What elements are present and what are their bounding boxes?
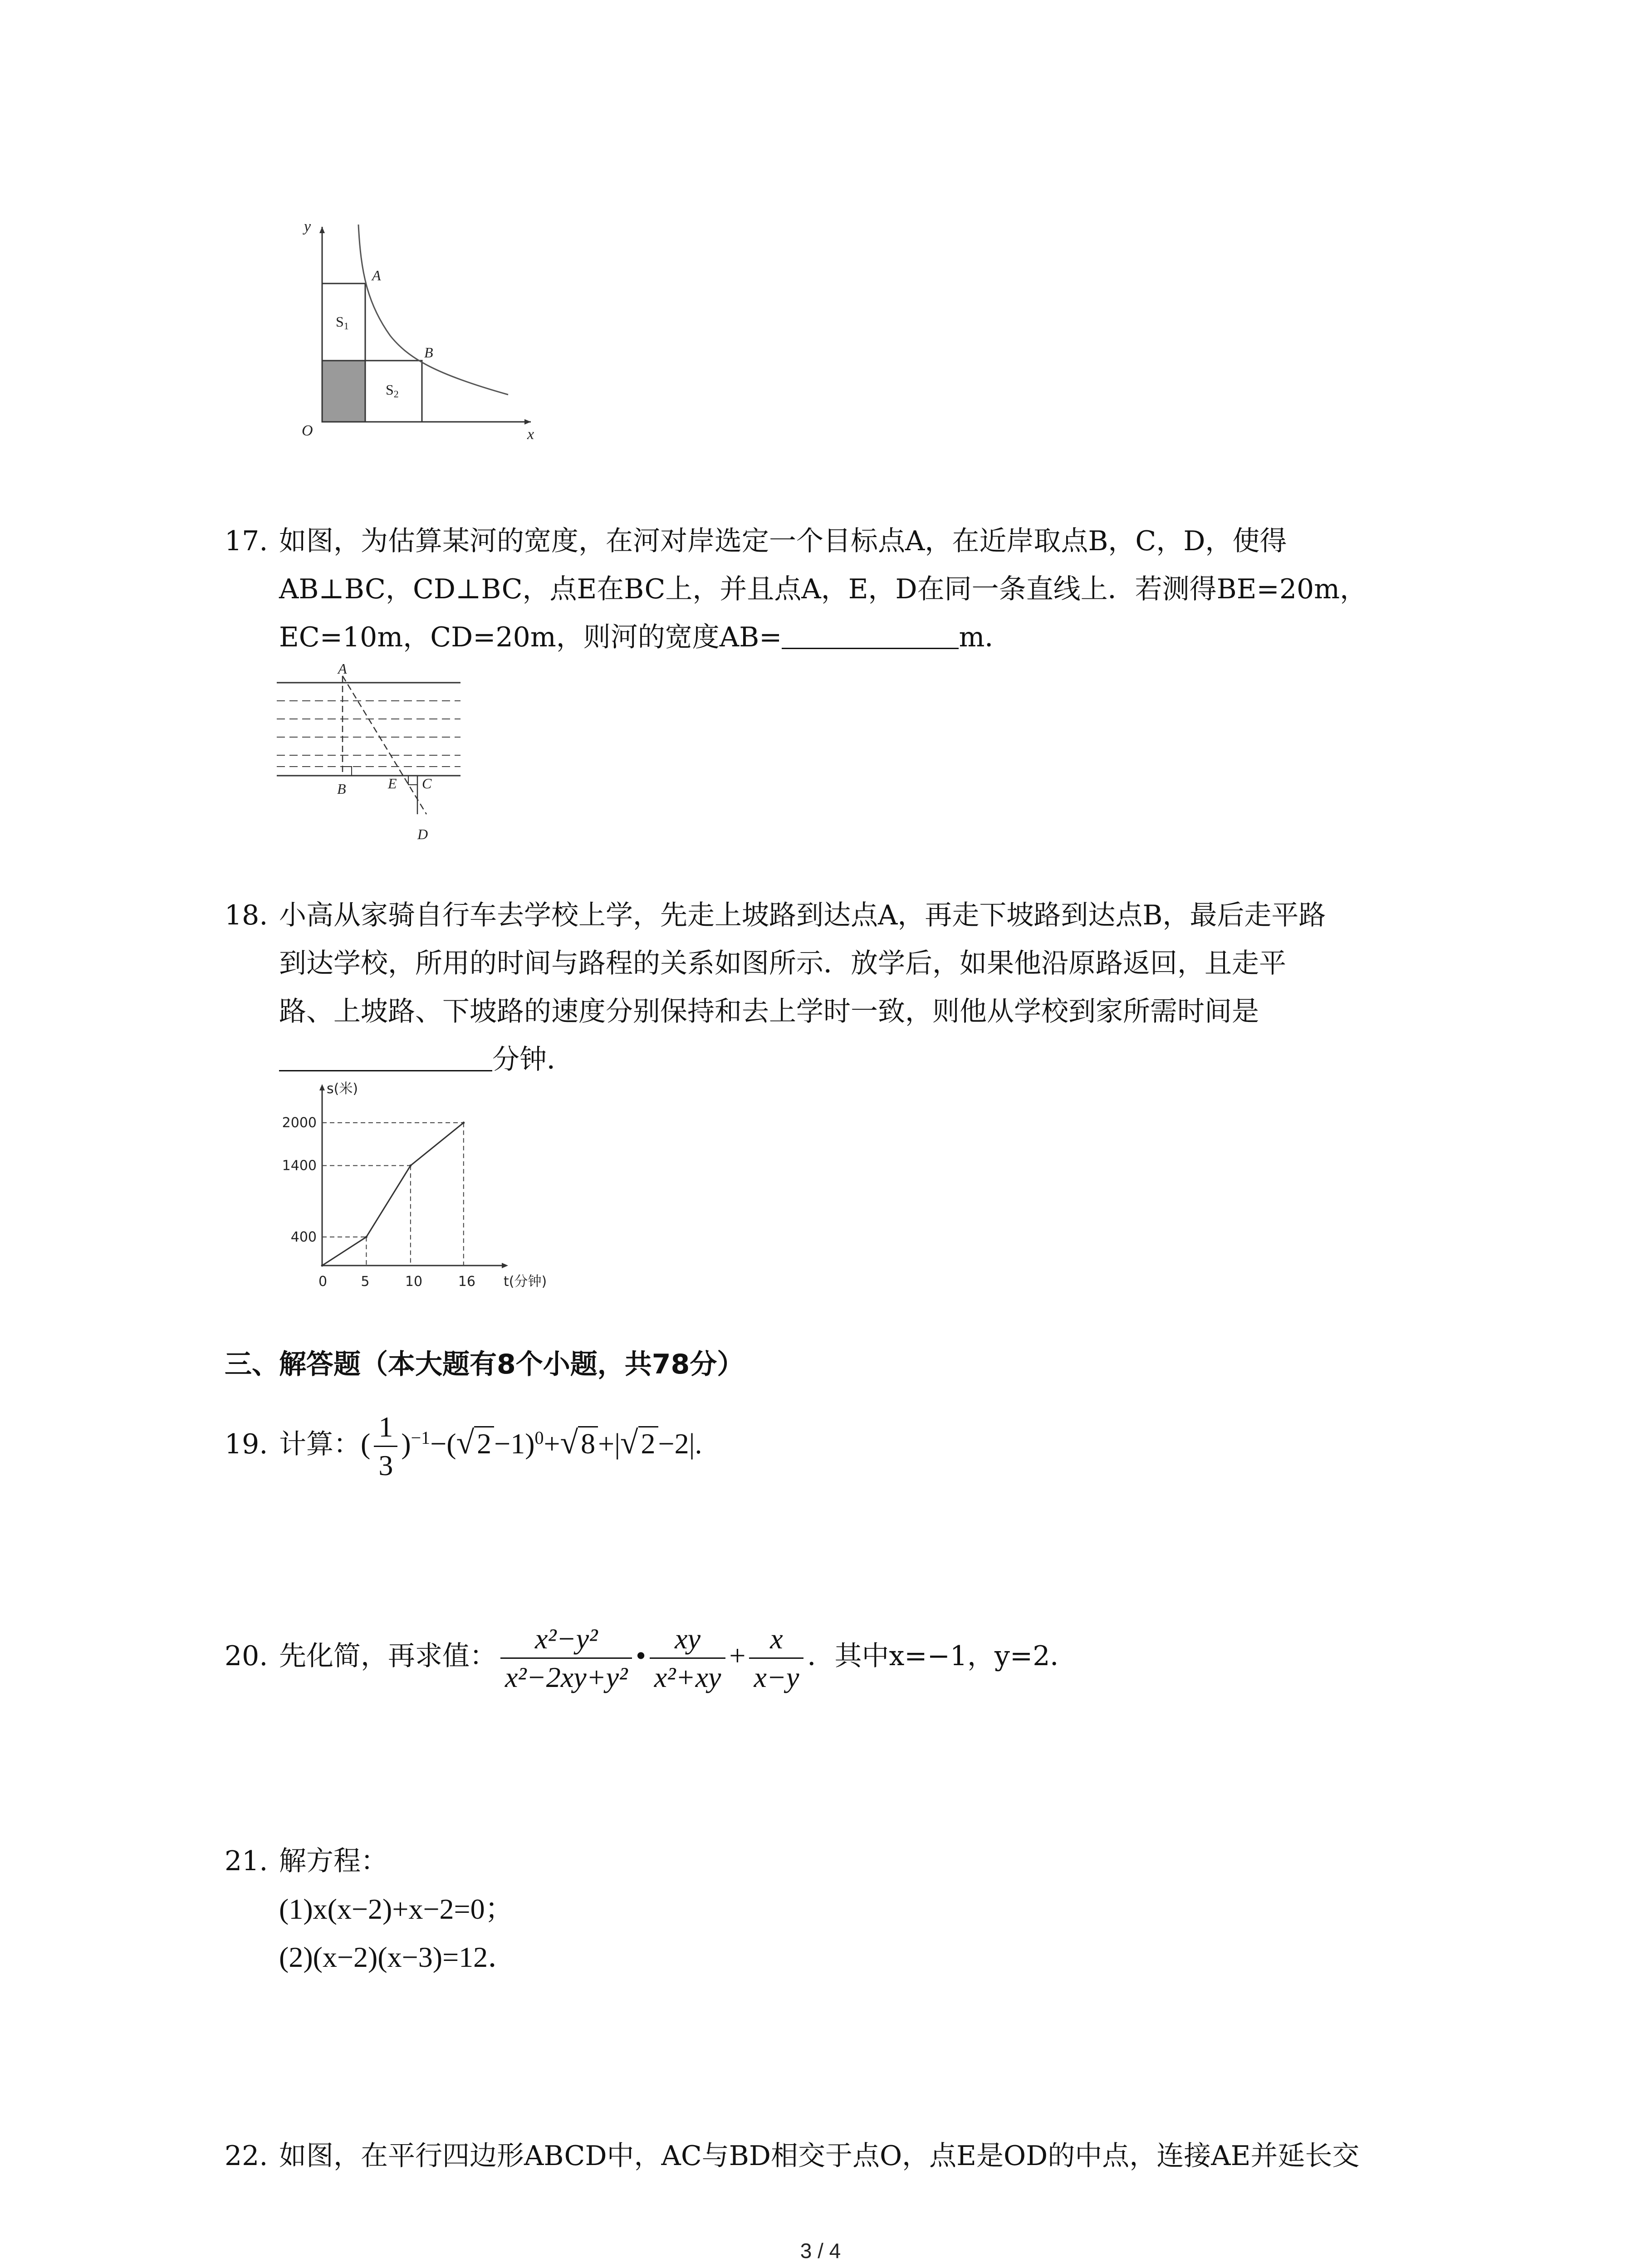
- question-17-unit: m．: [959, 621, 1012, 653]
- shaded-rectangle: [322, 361, 365, 422]
- hyperbola-curve: [358, 225, 508, 395]
- question-18-line-2: 到达学校，所用的时间与路程的关系如图所示．放学后，如果他沿原路返回，且走平: [279, 948, 1286, 979]
- hyperbola-figure: [272, 213, 554, 449]
- question-number: 17.: [225, 525, 268, 557]
- point-a-label: A: [372, 267, 381, 284]
- question-18-line-3: 路、上坡路、下坡路的速度分别保持和去上学时一致，则他从学校到家所需时间是: [279, 996, 1259, 1027]
- data-point-3: [462, 1122, 465, 1124]
- data-point-2: [409, 1164, 411, 1167]
- question-22-line-1: 如图，在平行四边形ABCD中，AC与BD相交于点O，点E是OD的中点，连接AE并延长交: [279, 2140, 1360, 2172]
- answer-blank[interactable]: [782, 621, 959, 649]
- point-d-label: D: [417, 826, 428, 842]
- equation-1: (1)x(x−2)+x−2=0；: [279, 1893, 514, 1925]
- x-tick-5: 5: [361, 1274, 370, 1290]
- question-20-label: 先化简，再求值：: [279, 1640, 497, 1672]
- question-number: 22.: [225, 2140, 268, 2172]
- s2-label: S2: [386, 381, 399, 400]
- question-21-label: 解方程：: [279, 1845, 388, 1877]
- x-axis-label: x: [527, 426, 534, 443]
- point-b-label: B: [337, 781, 346, 797]
- point-c-label: C: [422, 775, 432, 792]
- question-22: [225, 2132, 1359, 2180]
- fraction-one-third: $\frac{1}{3}$: [374, 1408, 397, 1484]
- fraction-3: $\frac{x}{x-y}$: [749, 1620, 803, 1696]
- river-figure: [272, 658, 472, 853]
- x-tick-10: 10: [405, 1274, 423, 1290]
- section-heading: 三、解答题（本大题有8个小题，共78分）: [225, 1349, 745, 1380]
- question-18-line-1: 小高从家骑自行车去学校上学，先走上坡路到达点A，再走下坡路到达点B，最后走平路: [279, 899, 1326, 931]
- question-18: [225, 891, 1326, 1084]
- question-number: 20.: [225, 1640, 268, 1672]
- y-tick-1400: 1400: [282, 1158, 317, 1174]
- y-axis-label: s(米): [327, 1081, 358, 1097]
- question-19-label: 计算：: [279, 1428, 361, 1460]
- answer-blank[interactable]: [279, 1043, 492, 1071]
- origin-label: 0: [318, 1274, 328, 1290]
- x-axis-label: t(分钟): [504, 1274, 547, 1290]
- page-number: 3 / 4: [800, 2239, 841, 2263]
- point-e-label: E: [388, 775, 397, 792]
- equation-2: (2)(x−2)(x−3)=12．: [279, 1941, 517, 1973]
- y-axis-label: y: [304, 218, 311, 235]
- question-17-line-1: 如图，为估算某河的宽度，在河对岸选定一个目标点A，在近岸取点B，C，D，使得: [279, 525, 1287, 557]
- y-tick-2000: 2000: [282, 1115, 317, 1131]
- question-20: 20. 先化简，再求值： $\frac{\text{x²−y²}}{\text{x²−2xy+y²}}$ • $\frac{xy}{\text{x²+xy}}$ + $\frac{x}{x-y}$ ．其中x=−1，y=2．: [225, 1613, 1077, 1699]
- origin-label: O: [302, 422, 313, 439]
- fraction-1: $\frac{\text{x²−y²}}{\text{x²−2xy+y²}}$: [500, 1620, 632, 1696]
- distance-line: [322, 1123, 464, 1266]
- distance-time-chart: [272, 1080, 599, 1306]
- question-number: 19.: [225, 1428, 268, 1460]
- data-point-1: [365, 1236, 367, 1238]
- question-17-line-2: AB⊥BC，CD⊥BC，点E在BC上，并且点A，E，D在同一条直线上．若测得BE=20m，: [279, 573, 1367, 605]
- question-21: [225, 1837, 517, 1981]
- question-number: 18.: [225, 899, 268, 931]
- y-tick-400: 400: [290, 1229, 317, 1246]
- x-axis-arrow: [502, 1263, 508, 1268]
- y-axis-arrow: [319, 1084, 325, 1090]
- point-a-label: A: [338, 660, 347, 677]
- s1-label: S1: [336, 313, 349, 332]
- question-17-line-3: EC=10m，CD=20m，则河的宽度AB=: [279, 621, 782, 653]
- question-number: 21.: [225, 1845, 268, 1877]
- fraction-2: $\frac{xy}{\text{x²+xy}}$: [650, 1620, 726, 1696]
- point-b-label: B: [424, 344, 433, 361]
- data-point-0: [321, 1265, 323, 1267]
- x-tick-16: 16: [458, 1274, 475, 1290]
- question-20-condition: ．其中x=−1，y=2．: [807, 1640, 1078, 1672]
- question-19: 19. 计算：( $\frac{1}{3}$ )$^{-1}-(√2-1)^0+√8+|√2-2|$.: [225, 1399, 702, 1484]
- question-17: [225, 517, 1367, 661]
- question-18-unit: 分钟．: [492, 1044, 574, 1075]
